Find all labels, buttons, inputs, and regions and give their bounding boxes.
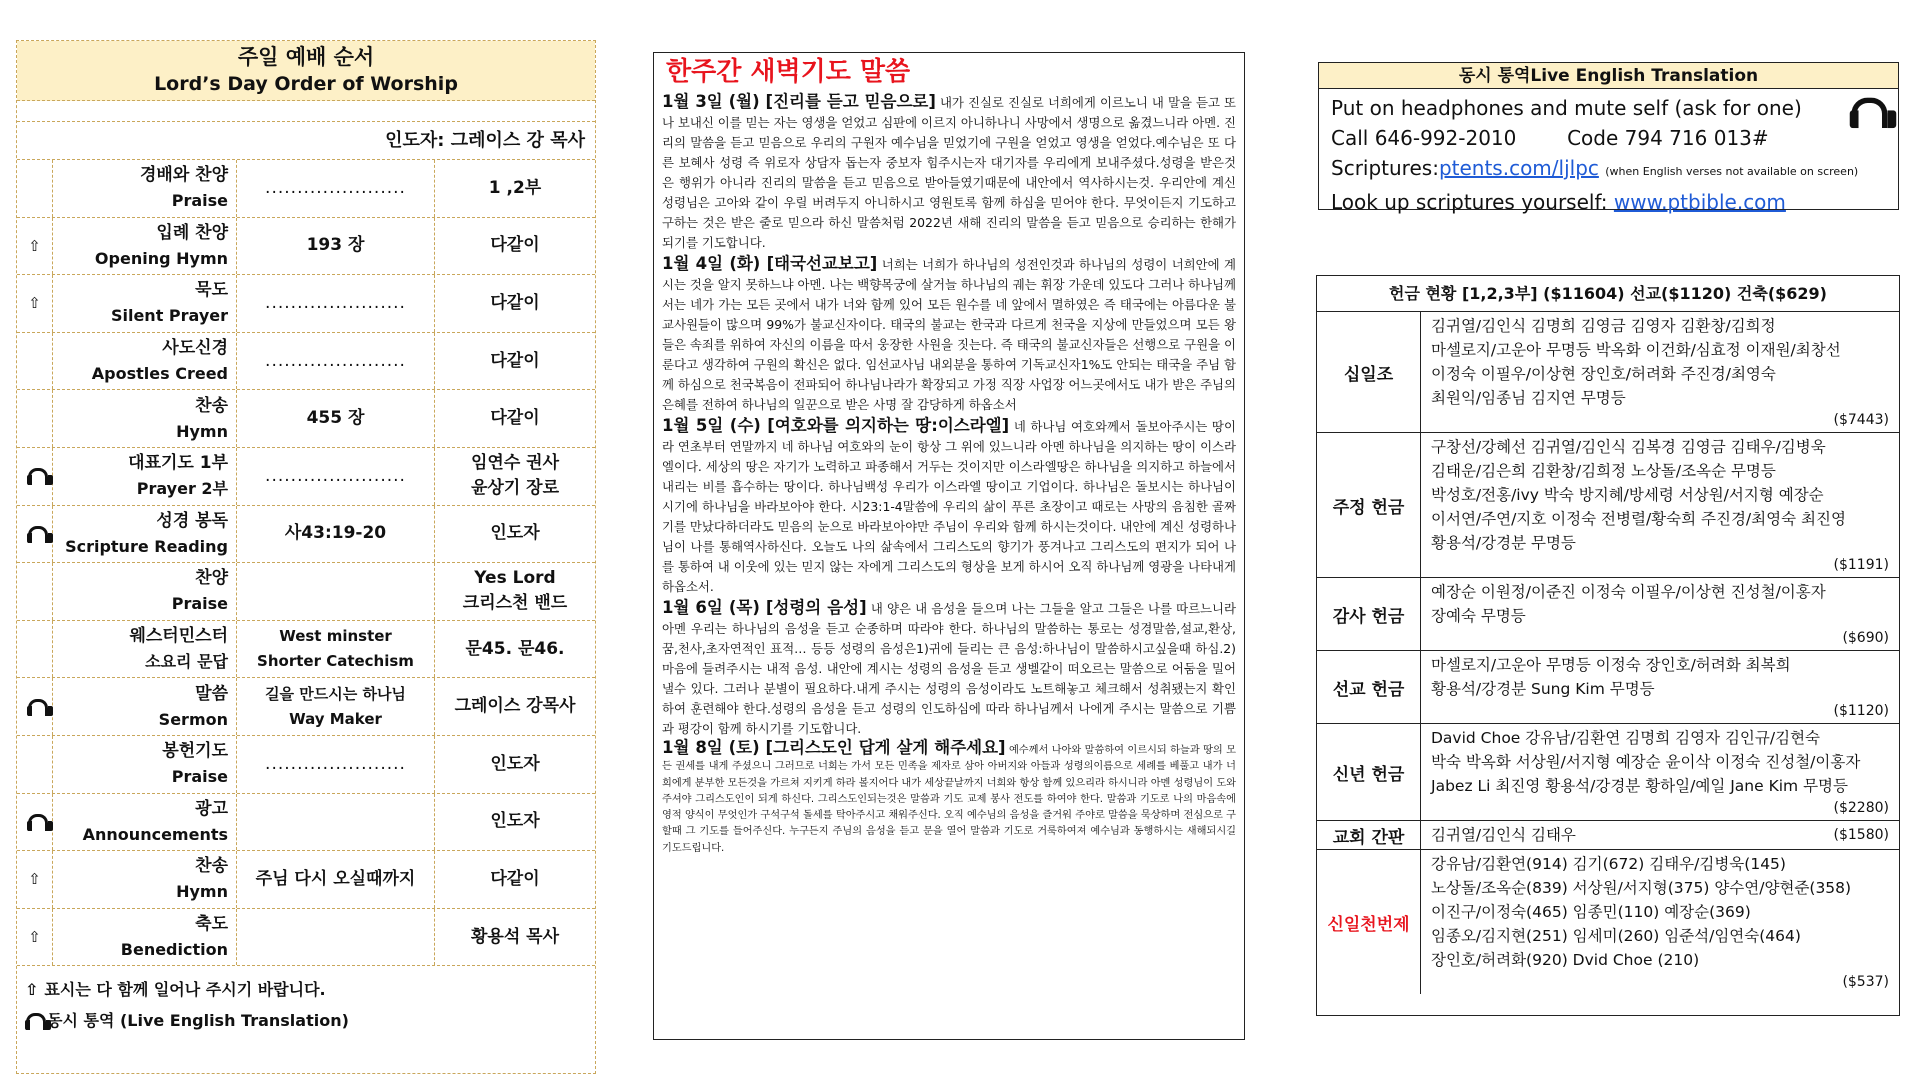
headphones-icon	[27, 525, 43, 543]
dawn-prayer-entries	[662, 92, 1236, 857]
worship-item-name-en: Hymn	[176, 421, 228, 441]
worship-item-leader-text: 인도자	[490, 811, 540, 832]
worship-item-leader	[435, 275, 595, 332]
worship-item-leader-text: 황용석 목사	[470, 926, 560, 947]
lookup-label: Look up scriptures yourself:	[1331, 190, 1608, 214]
dawn-prayer-entry-body: 내가 진실로 진실로 너희에게 이르노니 내 말을 듣고 또 나 보내신 이를 믿는 자는 영생을 얻었고 심판에 이르지 아니하나니 사망에서 생명으로 옮겼느니라 아멘. 진리의 말씀을 듣고 믿음으로 우리의 구원자 예수님을 믿었기에 구원을 얻었고 영생을 얻었다.예수님은 또 다른 보혜사 성령 즉 위로자 상담자 돕는자 중보자 힘주시는자 대기자를 우리에게 보내주셨다.성령을 받은것은 행위가 아니라 진리의 말씀을 듣고 믿음으로 받아들였기때문에 내안에서 역사하시는것. 우리안에 계신 성령님은 고아와 같이 우릴 버려두지 아니하시고 영원토록 함께 하심을 믿어야 한다. 무엇이든지 기도하고 구하는 것은 받은 줄로 믿으라 하신 말씀처럼 2022년 새해 진리의 말씀을 듣고 믿음으로 승리하는 한해가 되기를 기도합니다.	[662, 95, 1236, 250]
offering-donor-line: 김귀열/김인식 김명희 김영금 김영자 김환창/김희정	[1431, 317, 1776, 335]
offering-category: 감사 헌금	[1317, 578, 1421, 650]
translation-note-text: 동시 통역 (Live English Translation)	[47, 1011, 349, 1031]
worship-item-detail-text: 455 장	[306, 408, 365, 429]
worship-row	[17, 218, 595, 276]
dawn-prayer-title: 한주간 새벽기도 말씀	[666, 57, 911, 87]
worship-row	[17, 160, 595, 218]
offering-category: 신일천번제	[1317, 850, 1421, 994]
worship-item-leader-text: 인도자	[490, 523, 540, 544]
translation-line-scriptures	[1331, 153, 1886, 187]
stand-note-text: 표시는 다 함께 일어나 주시기 바랍니다.	[44, 980, 326, 1000]
worship-item-name	[53, 909, 237, 966]
dawn-prayer-entry-heading: 1월 4일 (화) [태국선교보고]	[662, 254, 878, 273]
worship-item-leader	[435, 621, 595, 678]
worship-item-leader-text: 다같이	[490, 350, 540, 371]
worship-item-leader	[435, 678, 595, 735]
offering-row	[1317, 651, 1899, 724]
offering-donor-line: 강유남/김환연(914) 김기(672) 김태우/김병욱(145)	[1431, 855, 1786, 873]
offering-status-table	[1316, 275, 1900, 1016]
worship-row	[17, 275, 595, 333]
worship-item-detail	[237, 218, 435, 275]
worship-item-name-ko: 성경 봉독	[156, 510, 228, 531]
dawn-prayer-entry-body: 내 양은 내 음성을 들으며 나는 그들을 알고 그들은 나를 따르느니라 아멘 우리는 하나님의 음성을 듣고 순종하며 따라야 한다. 하나님의 말씀하는 통로는 성경말씀,설교,환상,꿈,천사,초자연적인 표적… 등등 성령의 음성은1)귀에 들리는 큰 음성:하나님이 말씀하시고싶을때 하심.2)마음에 들려주시는 내적 음성. 내안에 계시는 성령의 음성을 듣고 생벨같이 떠오르는 말씀으로 어둠을 밀어낼수 있다. 그러나 분별이 필요하다.내게 주시는 성령의 음성이라도 노트해놓고 체크해서 성취됐는지 확인하여 훈련해야 한다.성령의 음성을 듣고 성령의 인도하심에 따라 하나님께서 나에게 주시는 말씀으로 기쁨과 평강이 함께 하시기를 기도합니다.	[662, 601, 1236, 736]
worship-item-name-en: Sermon	[158, 709, 228, 729]
worship-item-detail	[237, 563, 435, 620]
offering-donor-line: Jabez Li 최진영 황용석/강경분 황하일/예일 Jane Kim 무명등	[1431, 777, 1848, 795]
worship-item-name-ko: 입례 찬양	[156, 222, 228, 243]
worship-row-icon-cell	[17, 909, 53, 966]
worship-row-icon-cell	[17, 678, 53, 735]
worship-item-name-en: Praise	[171, 594, 228, 614]
worship-item-leader-text: 그레이스 강목사	[454, 696, 576, 717]
offering-donor-line: 임종오/김지현(251) 임세미(260) 임준석/임연숙(464)	[1431, 927, 1801, 945]
offering-category: 십일조	[1317, 312, 1421, 432]
stand-icon: ⇧	[25, 980, 39, 1000]
worship-row	[17, 909, 595, 967]
worship-row	[17, 736, 595, 794]
worship-item-detail-text-2: Way Maker	[289, 709, 382, 728]
worship-item-leader	[435, 333, 595, 390]
worship-item-leader	[435, 448, 595, 505]
headphones-icon	[27, 698, 43, 716]
worship-item-name-en: Opening Hymn	[94, 248, 228, 268]
worship-item-name-en: Praise	[171, 191, 228, 211]
worship-item-name	[53, 851, 237, 908]
worship-item-leader	[435, 160, 595, 217]
worship-row-icon-cell	[17, 160, 53, 217]
worship-item-detail	[237, 390, 435, 447]
worship-item-leader	[435, 851, 595, 908]
worship-item-detail-text: 사43:19-20	[284, 523, 387, 544]
worship-row-icon-cell	[17, 736, 53, 793]
offering-donor-line: 장인호/허려화(920) Dvid Choe (210)	[1431, 951, 1700, 969]
worship-row	[17, 794, 595, 852]
offering-donor-line: 이정숙 이필우/이상현 장인호/허려화 주진경/최영숙	[1431, 365, 1776, 383]
headphones-icon	[1850, 96, 1879, 128]
dawn-prayer-entry	[662, 740, 1236, 857]
dawn-prayer-entry	[662, 416, 1236, 597]
dawn-prayer-panel	[653, 52, 1245, 1040]
offering-donors	[1421, 433, 1899, 577]
worship-row	[17, 851, 595, 909]
worship-item-name-en: 소요리 문답	[145, 652, 228, 672]
worship-item-detail	[237, 736, 435, 793]
offering-donor-line: 마셀로지/고운아 무명등 이정숙 장인호/허려화 최복희	[1431, 656, 1791, 674]
offering-donors	[1421, 578, 1899, 650]
worship-row	[17, 333, 595, 391]
headphones-icon	[27, 813, 43, 831]
worship-item-name-en: Benediction	[120, 940, 228, 960]
worship-item-name-ko: 웨스터민스터	[129, 626, 228, 647]
ptbible-link[interactable]: www.ptbible.com	[1613, 190, 1786, 214]
worship-item-detail-text: ......................	[265, 292, 406, 313]
worship-row-icon-cell	[17, 448, 53, 505]
offering-row	[1317, 578, 1899, 651]
worship-item-name-ko: 말씀	[195, 683, 228, 704]
worship-item-leader	[435, 909, 595, 966]
order-of-worship-panel	[16, 40, 596, 1074]
worship-item-detail	[237, 506, 435, 563]
worship-item-detail	[237, 678, 435, 735]
offering-donor-line: 이서연/주연/지호 이정숙 전병렬/황숙희 주진경/최영숙 최진영	[1431, 510, 1846, 528]
dawn-prayer-entry-body: 너희는 너희가 하나님의 성전인것과 하나님의 성령이 너희안에 계시는 것을 알지 못하느냐 아멘. 나는 백향목궁에 살거늘 하나님의 궤는 휘장 가운데 있도다 그러나 하나님께서는 네가 가는 모든 곳에서 내가 너와 함께 있어 모든 원수를 네 앞에서 멸하였은 즉 태국에는 아름다운 불교사원들이 많으며 99%가 불교신자이다. 태국의 불교는 한국과 다르게 천국을 지상에 만들었으며 모든 왕들은 속죄를 위하여 자신의 이름을 따서 웅장한 사원을 짓는다. 즉 태국의 불교신자들은 선행으로 구원을 이룬다고 생각하여 구원의 확신은 없다. 임선교사님 내외분을 통하여 기독교신자1%도 안되는 태국을 주님 함께 하심으로 천국복음이 전파되어 하나님나라가 확장되고 가정 직장 사업장 어느곳에서도 내가 받은 주님의 은혜를 전하여 하나님의 일꾼으로 받은 사명 잘 감당하게 하옵소서	[662, 257, 1236, 412]
dawn-prayer-entry-body: 예수께서 나아와 말씀하여 이르시되 하늘과 땅의 모든 권세를 내게 주셨으니 그러므로 너희는 가서 모든 민족을 제자로 삼아 아버지와 아들과 성령의이름으로 세례를 베풀고 내가 너희에게 분부한 모든것을 가르쳐 지키게 하라 볼지어다 내가 세상끝날까지 너희와 항상 함께 있으리라 하시니라 아멘 성령님이 도와주셔야 그리스도인이 되게 하신다. 그리스도인되는것은 말씀과 기도 교제 봉사 전도를 하여야 한다. 말씀과 기도로 나의 마음속에 영적 양식이 무엇인가 구석구석 돌세를 탁아주시고 채워주신다. 오직 예수님의 음성을 즐거워 주야로 말씀을 묵상하며 전심으로 구할때 그 기도를 들어주신다. 누구든지 주님의 음성을 듣고 문을 열어 말씀과 기도로 거룩하여져 예수님과 동행하시는 새해되시길 기도드립니다.	[662, 745, 1236, 854]
worship-item-name-ko: 찬송	[195, 395, 228, 416]
offering-amount: ($1120)	[1833, 703, 1889, 719]
worship-item-detail	[237, 909, 435, 966]
worship-item-name	[53, 333, 237, 390]
worship-item-leader-text: 다같이	[490, 292, 540, 313]
scriptures-note: (when English verses not available on screen)	[1605, 165, 1859, 178]
worship-item-name-en: Silent Prayer	[110, 306, 228, 326]
live-translation-box	[1318, 62, 1899, 214]
worship-item-name-ko: 봉헌기도	[162, 741, 228, 762]
worship-row	[17, 448, 595, 506]
stand-icon: ⇧	[28, 236, 41, 255]
worship-item-name-en: Apostles Creed	[91, 364, 228, 384]
worship-leader: 인도자: 그레이스 강 목사	[17, 122, 595, 160]
worship-blank-row	[17, 101, 595, 122]
dawn-prayer-entry-heading: 1월 3일 (월) [진리를 듣고 믿음으로]	[662, 92, 936, 111]
offering-donor-line: 황용석/강경분 무명등	[1431, 534, 1576, 552]
dawn-prayer-entry	[662, 92, 1236, 253]
worship-item-leader	[435, 390, 595, 447]
worship-item-leader-text: 다같이	[490, 408, 540, 429]
worship-notes	[17, 966, 595, 1036]
worship-item-detail-text-2: Shorter Catechism	[257, 652, 414, 671]
worship-item-detail-text: West minster	[279, 627, 392, 646]
offering-donors	[1421, 312, 1899, 432]
offering-donor-line: 마셀로지/고운아 무명등 박옥화 이건화/심효정 이재원/최창선	[1431, 341, 1841, 359]
worship-item-name	[53, 448, 237, 505]
offering-donor-line: 최원익/임종님 김지연 무명등	[1431, 389, 1626, 407]
offering-amount: ($1580)	[1833, 827, 1889, 843]
worship-item-name	[53, 794, 237, 851]
stand-icon: ⇧	[28, 928, 41, 947]
worship-item-detail	[237, 851, 435, 908]
worship-item-leader-text-2: 크리스천 밴드	[462, 593, 568, 614]
translation-body	[1319, 89, 1898, 221]
worship-item-detail	[237, 448, 435, 505]
worship-item-detail-text: ......................	[265, 465, 406, 486]
worship-row-icon-cell	[17, 275, 53, 332]
offering-amount: ($1191)	[1833, 557, 1889, 573]
worship-row	[17, 678, 595, 736]
worship-row	[17, 563, 595, 621]
worship-item-name	[53, 390, 237, 447]
worship-row-icon-cell	[17, 851, 53, 908]
offering-donor-line: David Choe 강유남/김환연 김명희 김영자 김인규/김현숙	[1431, 729, 1821, 747]
dawn-prayer-entry-heading: 1월 5일 (수) [여호와를 의지하는 땅:이스라엘]	[662, 416, 1010, 435]
worship-item-name-en: Announcements	[82, 824, 228, 844]
offering-row	[1317, 821, 1899, 850]
dawn-prayer-entry	[662, 598, 1236, 739]
worship-row	[17, 390, 595, 448]
worship-item-name	[53, 563, 237, 620]
worship-item-detail-text: ......................	[265, 350, 406, 371]
worship-item-name-en: Praise	[171, 767, 228, 787]
worship-item-name	[53, 506, 237, 563]
worship-row-icon-cell	[17, 794, 53, 851]
worship-item-name-ko: 묵도	[195, 280, 228, 301]
worship-item-leader-text: 1 ,2부	[488, 177, 542, 198]
stand-icon: ⇧	[28, 870, 41, 889]
worship-item-detail-text: 193 장	[306, 235, 365, 256]
worship-rows	[17, 160, 595, 966]
worship-item-detail	[237, 160, 435, 217]
offering-donors	[1421, 724, 1899, 820]
worship-item-name-ko: 경배와 찬양	[139, 165, 228, 186]
offering-donor-line: 박숙 박옥화 서상원/서지형 예장순 윤이삭 이정숙 진성철/이홍자	[1431, 753, 1861, 771]
offering-donor-line: 예장순 이원정/이준진 이정숙 이필우/이상현 진성철/이홍자	[1431, 583, 1826, 601]
worship-row-icon-cell	[17, 333, 53, 390]
dawn-prayer-entry-body: 네 하나님 여호와께서 돌보아주시는 땅이라 연초부터 연말까지 네 하나님 여호와의 눈이 항상 그 위에 있느니라 아멘 하나님을 의지하는 땅이 이스라엘이다. 세상의 땅은 자기가 노력하고 파종해서 거두는 것이지만 이스라엘땅은 하나님을 의지하고 하늘에서 내리는 비를 흡수하는 땅이다. 하나님백성 우리가 이스라엘 땅이고 기업이다. 하나님은 돌보시는 하나님이시기에 하나님을 바라보아야 한다. 시23:1-4말씀에 우리의 삶이 푸른 초장이고 때로는 사망의 음침한 골짜기를 만났다하더라도 믿음의 눈으로 바라보아야만 주님이 우리와 함께 하시는것이다. 내안에 계신 성령하나님이 나를 통해역사하신다. 오늘도 나의 삶속에서 그리스도의 향기가 풍겨나고 그리스도의 편지가 되어 나를 통하여 내 이웃에 있는 믿지 않는 자에게 그리스도의 형상을 보게 하시어 오직 하나님께 영광을 나타내게 하옵소서.	[662, 419, 1236, 594]
translation-call-number: Call 646-992-2010	[1331, 126, 1517, 150]
worship-item-detail	[237, 794, 435, 851]
worship-item-name-en: Scripture Reading	[65, 536, 228, 556]
offering-donor-line: 노상돌/조옥순(839) 서상원/서지형(375) 양수연/양현준(358)	[1431, 879, 1852, 897]
worship-row-icon-cell	[17, 506, 53, 563]
translation-line-call	[1331, 123, 1886, 153]
offering-rows	[1317, 312, 1899, 994]
translation-code: Code 794 716 013#	[1567, 126, 1769, 150]
dawn-prayer-entry-heading: 1월 8일 (토) [그리스도인 답게 살게 해주세요]	[662, 738, 1006, 757]
worship-item-detail-text: ......................	[265, 177, 406, 198]
worship-item-leader-text: 다같이	[490, 868, 540, 889]
offering-row	[1317, 724, 1899, 821]
translation-line-lookup	[1331, 187, 1886, 217]
headphones-icon	[25, 1012, 41, 1030]
translation-line-headphones: Put on headphones and mute self (ask for one)	[1331, 96, 1802, 120]
worship-title-ko: 주일 예배 순서	[237, 45, 375, 69]
offering-category: 선교 헌금	[1317, 651, 1421, 723]
worship-item-leader-text: 다같이	[490, 235, 540, 256]
worship-item-name	[53, 160, 237, 217]
worship-item-detail	[237, 275, 435, 332]
worship-row-icon-cell	[17, 390, 53, 447]
worship-item-leader	[435, 794, 595, 851]
worship-item-leader	[435, 563, 595, 620]
worship-item-leader-text-2: 윤상기 장로	[470, 478, 560, 499]
worship-item-detail-text: ......................	[265, 753, 406, 774]
worship-row	[17, 621, 595, 679]
offering-donors	[1421, 651, 1899, 723]
worship-row	[17, 506, 595, 564]
offering-amount: ($2280)	[1833, 800, 1889, 816]
translation-title: 동시 통역Live English Translation	[1319, 63, 1898, 89]
worship-item-name-ko: 찬송	[195, 856, 228, 877]
worship-item-leader-text: Yes Lord	[474, 568, 556, 589]
worship-item-name-ko: 광고	[195, 798, 228, 819]
worship-item-detail-text: 주님 다시 오실때까지	[255, 868, 416, 889]
worship-item-name-en: Hymn	[176, 882, 228, 902]
worship-row-icon-cell	[17, 218, 53, 275]
worship-row-icon-cell	[17, 563, 53, 620]
offering-row	[1317, 850, 1899, 994]
worship-item-leader	[435, 218, 595, 275]
worship-item-name	[53, 275, 237, 332]
worship-item-name	[53, 736, 237, 793]
offering-category: 신년 헌금	[1317, 724, 1421, 820]
worship-item-detail	[237, 621, 435, 678]
worship-item-leader	[435, 506, 595, 563]
offering-donor-line: 황용석/강경분 Sung Kim 무명등	[1431, 680, 1655, 698]
dawn-prayer-entry	[662, 254, 1236, 415]
offering-row	[1317, 433, 1899, 578]
offering-header: 헌금 현황 [1,2,3부] ($11604) 선교($1120) 건축($629)	[1317, 276, 1899, 312]
offering-donor-line: 이진구/이정숙(465) 임종민(110) 예장순(369)	[1431, 903, 1751, 921]
offering-donors	[1421, 821, 1899, 849]
stand-note	[25, 974, 595, 1005]
offering-amount: ($537)	[1842, 974, 1889, 990]
worship-title-en: Lord’s Day Order of Worship	[154, 73, 458, 95]
worship-item-name	[53, 678, 237, 735]
translation-note	[25, 1005, 595, 1036]
worship-row-icon-cell	[17, 621, 53, 678]
worship-item-leader	[435, 736, 595, 793]
offering-amount: ($690)	[1842, 630, 1889, 646]
worship-item-name-ko: 사도신경	[162, 338, 228, 359]
worship-item-leader-text: 임연수 권사	[470, 453, 560, 474]
headphones-icon	[27, 467, 43, 485]
worship-item-name	[53, 621, 237, 678]
offering-donors	[1421, 850, 1899, 994]
scriptures-link[interactable]: ptents.com/ljlpc	[1438, 156, 1599, 180]
offering-donor-line: 김태운/김은희 김환창/김희정 노상돌/조옥순 무명등	[1431, 462, 1776, 480]
worship-item-name-ko: 축도	[195, 914, 228, 935]
worship-item-leader-text: 문45. 문46.	[465, 638, 565, 659]
offering-category: 주정 헌금	[1317, 433, 1421, 577]
worship-item-name-ko: 찬양	[195, 568, 228, 589]
worship-item-name	[53, 218, 237, 275]
scriptures-label: Scriptures:	[1331, 156, 1439, 180]
offering-category: 교회 간판	[1317, 821, 1421, 849]
offering-donor-line: 박성호/전홍/ivy 박숙 방지혜/방세령 서상원/서지형 예장순	[1431, 486, 1824, 504]
worship-item-name-ko: 대표기도 1부	[128, 453, 228, 474]
stand-icon: ⇧	[28, 294, 41, 313]
worship-header	[17, 41, 595, 101]
worship-item-detail	[237, 333, 435, 390]
offering-row	[1317, 312, 1899, 433]
offering-donor-line: 장예숙 무명등	[1431, 607, 1526, 625]
offering-amount: ($7443)	[1833, 412, 1889, 428]
worship-item-name-en: Prayer 2부	[136, 479, 228, 499]
worship-item-leader-text: 인도자	[490, 753, 540, 774]
offering-donor-line: 구창선/강혜선 김귀열/김인식 김복경 김영금 김태우/김병욱	[1431, 438, 1826, 456]
offering-donor-line: 김귀열/김인식 김태우	[1431, 826, 1576, 844]
dawn-prayer-entry-heading: 1월 6일 (목) [성령의 음성]	[662, 598, 867, 617]
worship-item-detail-text: 길을 만드시는 하나님	[265, 684, 406, 703]
